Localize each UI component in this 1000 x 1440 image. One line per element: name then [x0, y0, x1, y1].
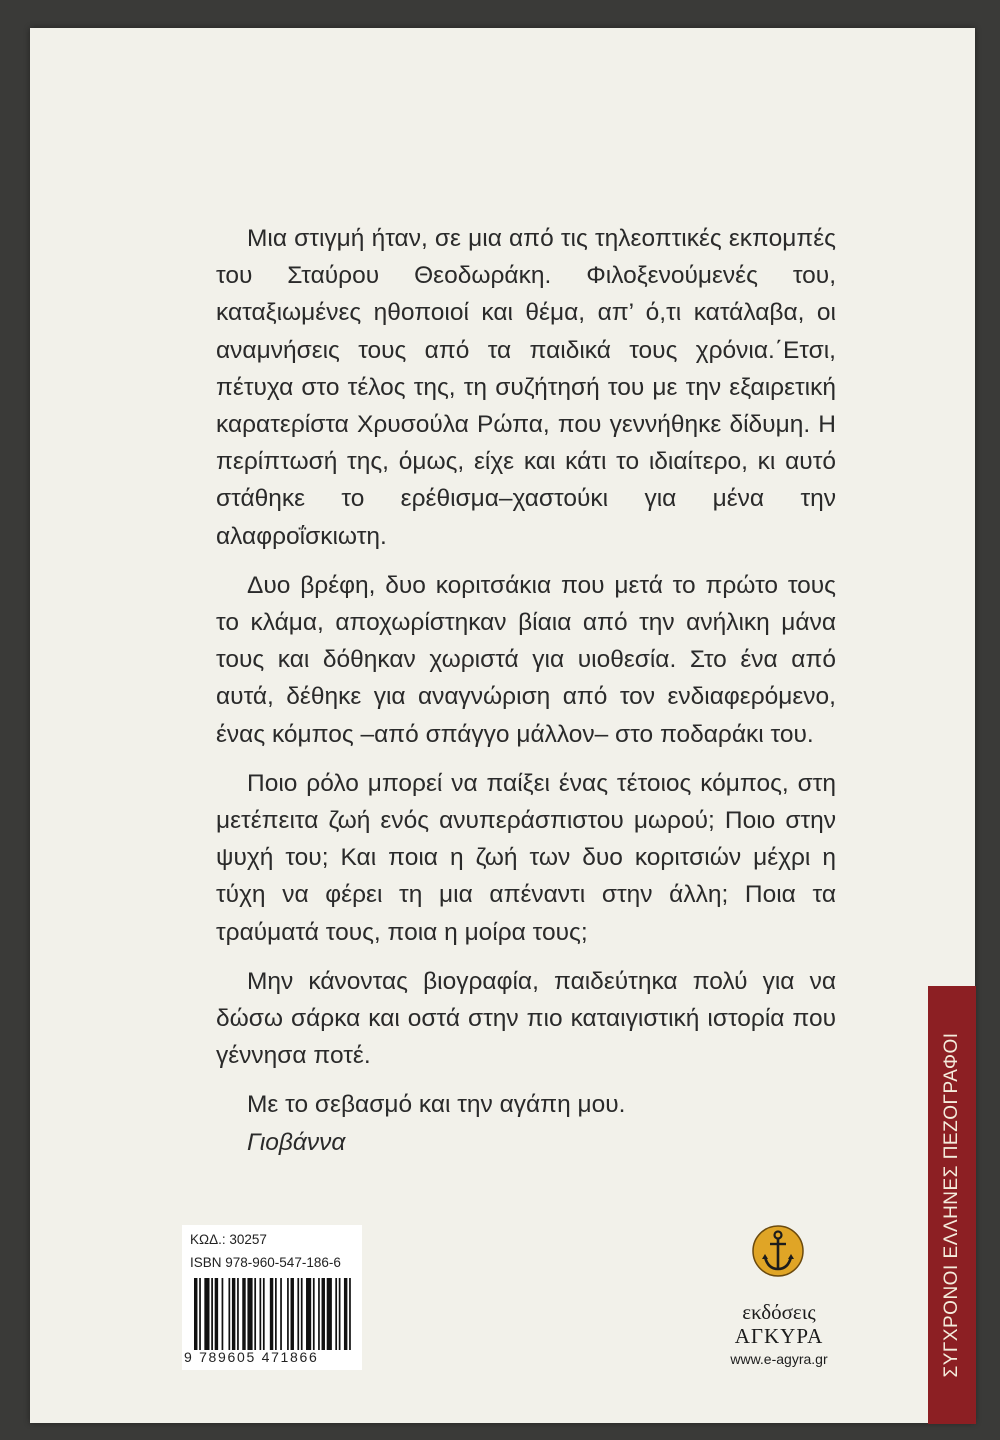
- barcode-bar: [287, 1278, 289, 1350]
- blurb-text: [216, 220, 836, 1161]
- barcode-bar: [254, 1278, 256, 1350]
- publisher-logo: [704, 1218, 854, 1393]
- barcode-bar: [270, 1278, 273, 1350]
- barcode-bar: [228, 1278, 230, 1350]
- anchor-icon: [752, 1221, 804, 1281]
- barcode-bar: [327, 1278, 332, 1350]
- barcode-digits: 9 789605 471866: [184, 1349, 319, 1365]
- barcode-bars: [194, 1278, 356, 1350]
- barcode-bar: [322, 1278, 325, 1350]
- paragraph-1: Μια στιγμή ήταν, σε μια από τις τηλεοπτικές εκπομπές του Σταύρου Θεοδωράκη. Φιλοξενούμενές του, καταξιωμένες ηθοποιοί και θέμα, απ’ ό,τι κατάλαβα, οι αναμνήσεις τους από τα παιδικά τους χρόνια.΄Ετσι, πέτυχα στο τέλος της, τη συζήτησή του με την εξαιρετική καρατερίστα Χρυσούλα Ρώπα, που γεννήθηκε δίδυμη. Η περίπτωσή της, όμως, είχε και κάτι το ιδιαίτερο, κι αυτό στάθηκε το ερέθισμα–χαστούκι για μένα την αλαφροΐσκιωτη.: [216, 225, 836, 550]
- barcode-bar: [259, 1278, 261, 1350]
- paragraph-5: Με το σεβασμό και την αγάπη μου.: [247, 1091, 626, 1119]
- barcode-bar: [335, 1278, 337, 1350]
- barcode-bar: [247, 1278, 252, 1350]
- publisher-name: ΑΓΚΥΡΑ: [734, 1324, 824, 1348]
- barcode-bar: [275, 1278, 277, 1350]
- barcode-bar: [194, 1278, 197, 1350]
- barcode-bar: [242, 1278, 245, 1350]
- barcode-bar: [291, 1278, 294, 1350]
- barcode-bar: [306, 1278, 311, 1350]
- publisher-prefix: εκδόσεις: [742, 1300, 816, 1324]
- publisher-website: www.e-agyra.gr: [730, 1351, 828, 1367]
- series-label: ΣΥΓΧΡΟΝΟΙ ΕΛΛΗΝΕΣ ΠΕΖΟΓΡΑΦΟΙ: [941, 1032, 962, 1378]
- barcode-bar: [313, 1278, 315, 1350]
- paragraph-2: Δυο βρέφη, δυο κοριτσάκια που μετά το πρώτο τους το κλάμα, αποχωρίστηκαν βίαια από την ανήλικη μάνα τους και δόθηκαν χωριστά για υιοθεσία. Στο ένα από αυτά, δέθηκε για αναγνώριση από τον ενδιαφερόμενο, ένας κόμπος –από σπάγγο μάλλον– στο ποδαράκι του.: [216, 571, 836, 748]
- author-signature: Γιοβάννα: [247, 1128, 346, 1156]
- barcode-bar: [349, 1278, 351, 1350]
- barcode-bar: [232, 1278, 235, 1350]
- barcode-bar: [344, 1278, 347, 1350]
- barcode-bar: [263, 1278, 265, 1350]
- paragraph-4: Μην κάνοντας βιογραφία, παιδεύτηκα πολύ για να δώσω σάρκα και οστά στην πιο καταιγιστική ιστορία που γέννησα ποτέ.: [216, 967, 836, 1070]
- back-cover: [30, 28, 975, 1423]
- series-band: [928, 986, 976, 1424]
- barcode-bar: [297, 1278, 299, 1350]
- paragraph-3: Ποιο ρόλο μπορεί να παίξει ένας τέτοιος κόμπος, στη μετέπειτα ζωή ενός ανυπεράσπιστου μωρού; Ποιο στην ψυχή του; Και ποια η ζωή των δυο κοριτσιών μέχρι η τύχη να φέρει τη μια απέναντι στην άλλη; Ποια τα τραύματά τους, ποια η μοίρα τους;: [216, 769, 836, 946]
- barcode-bar: [339, 1278, 341, 1350]
- barcode-bar: [318, 1278, 320, 1350]
- barcode-bar: [215, 1278, 218, 1350]
- isbn-number: ISBN 978-960-547-186-6: [190, 1255, 341, 1270]
- barcode-bar: [280, 1278, 282, 1350]
- barcode-bar: [199, 1278, 201, 1350]
- barcode-bar: [301, 1278, 303, 1350]
- barcode-bar: [211, 1278, 213, 1350]
- barcode-bar: [204, 1278, 209, 1350]
- barcode-bar: [222, 1278, 224, 1350]
- barcode-label: [182, 1225, 362, 1370]
- barcode-bar: [237, 1278, 239, 1350]
- product-code: ΚΩΔ.: 30257: [190, 1232, 267, 1247]
